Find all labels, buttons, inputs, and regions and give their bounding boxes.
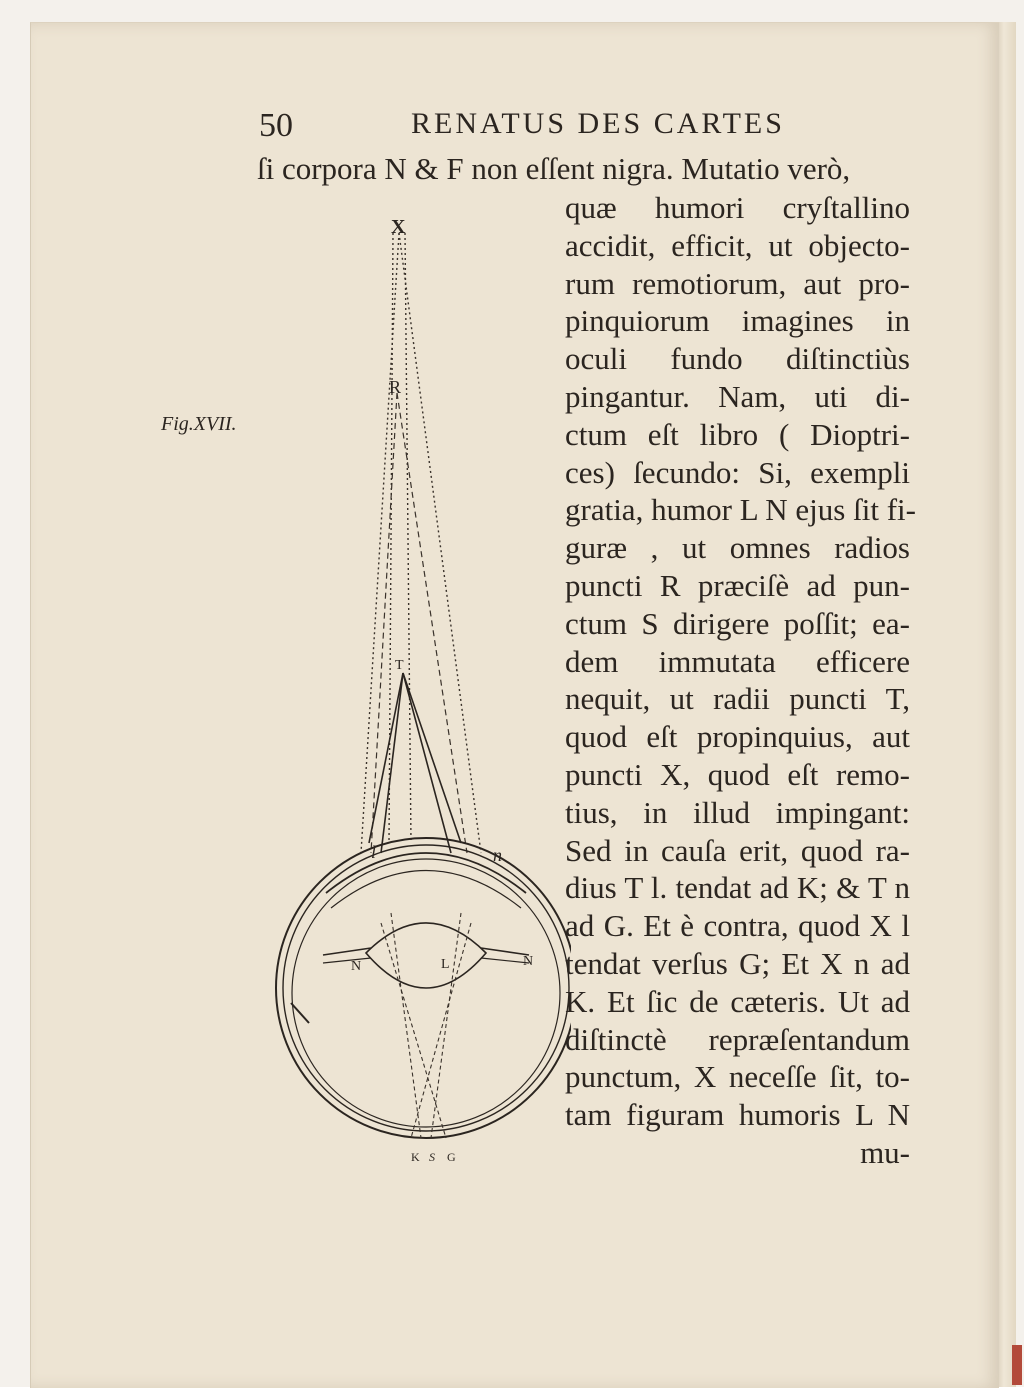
text-line: dius T l. tendat ad K; & T n [565, 870, 910, 906]
figure-label: Fig.XVII. [161, 413, 237, 435]
rays-inside-eye [381, 913, 471, 1138]
text-line: nequit, ut radii puncti T, [565, 681, 910, 717]
text-line: Sed in cauſa erit, quod ra- [565, 832, 910, 868]
text-line: puncti X, quod eſt remo- [565, 756, 910, 792]
dotted-rays-from-x [361, 233, 481, 853]
text-line: punctum, X neceſſe ſit, to- [565, 1059, 910, 1095]
letter-n-left: N [351, 959, 362, 974]
letter-r: R [389, 377, 402, 397]
text-line: pinquiorum imagines in [565, 303, 910, 339]
text-line: pingantur. Nam, uti di- [565, 378, 910, 414]
bookmark-ribbon [1012, 1345, 1022, 1385]
text-line: diſtinctè repræſentandum [565, 1021, 910, 1057]
text-line: dem immutata efficere [565, 643, 910, 679]
letter-n-right: N [523, 954, 534, 969]
letter-g: G [447, 1150, 456, 1164]
eye-diagram [271, 193, 571, 1173]
dashed-rays-from-r [371, 393, 467, 853]
text-line: puncti R præciſè ad pun- [565, 567, 910, 603]
text-line: K. Et ſic de cæteris. Ut ad [565, 983, 910, 1019]
text-line: tendat verſus G; Et X n ad [565, 945, 910, 981]
book-page-edge [996, 22, 1016, 1387]
running-title: RENATUS DES CARTES [411, 107, 785, 140]
text-line: guræ , ut omnes radios [565, 530, 910, 566]
letter-k: K [411, 1150, 420, 1164]
text-line: rum remotiorum, aut pro- [565, 265, 910, 301]
text-line-full-width: ſi corpora N & F non eſſent nigra. Mutatio verò, [257, 151, 851, 186]
text-line: accidit, efficit, ut objecto- [565, 227, 910, 263]
page-header [31, 107, 999, 151]
text-line: gratia, humor L N ejus ſit fi- [565, 492, 916, 528]
text-line: tius, in illud impingant: [565, 794, 910, 830]
text-line: tam figuram humoris L N [565, 1097, 910, 1133]
catchword: mu- [860, 1134, 910, 1170]
text-line: ctum eſt libro ( Dioptri- [565, 416, 910, 452]
text-column [565, 189, 916, 1172]
letter-t: T [395, 658, 404, 673]
page-number: 50 [259, 107, 293, 144]
letter-l-lens: L [441, 957, 450, 972]
text-line: ces) ſecundo: Si, exempli [565, 454, 910, 490]
letter-x: X [391, 216, 406, 238]
text-line: oculi fundo diſtinctiùs [565, 341, 910, 377]
letter-l-small: l [371, 842, 377, 862]
text-line: quod eſt propinquius, aut [565, 719, 910, 755]
solid-rays-from-t [369, 673, 461, 853]
letter-n-small: n [493, 845, 502, 865]
letter-s: S [429, 1150, 435, 1164]
text-line: ad G. Et è contra, quod X l [565, 908, 910, 944]
text-line: ctum S dirigere poſſit; ea- [565, 605, 910, 641]
book-page [30, 22, 999, 1388]
text-line: quæ humori cryſtallino [565, 190, 910, 225]
